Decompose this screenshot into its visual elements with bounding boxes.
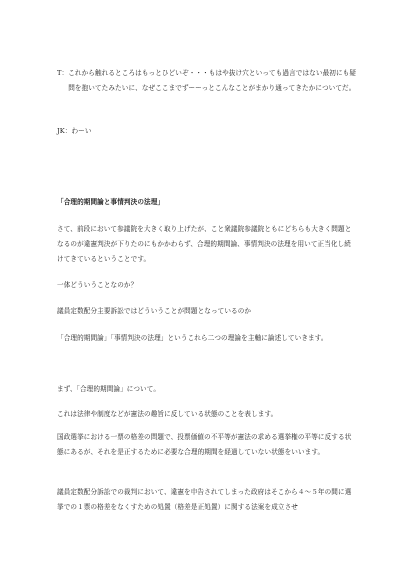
paragraph: 一体どういうことなのか？	[57, 281, 138, 289]
section-heading: 「合理的期間論と事情判決の法理」	[57, 198, 165, 206]
dialogue-line-student	[57, 124, 357, 139]
paragraph: 議員定数配分訴訟での裁判において、違憲を申告されてしまった政府はそこから４～５年の間に選挙での１票の格差をなくすための処置（格差是正処置）に関する法案を成立させ	[57, 488, 352, 511]
dialogue-text: わーい	[71, 127, 92, 135]
dialogue-line-teacher	[57, 66, 357, 96]
paragraph: まず、「合理的期間論」について。	[57, 385, 161, 393]
paragraph: さて、前段において参議院を大きく取り上げたが、こと衆議院参議院ともにどちらも大きく問題となるのが違憲判決が下りたのにもかかわらず、合理的期間論、事情判決の法理を用いて正当化し続けてきているということです。	[57, 225, 352, 263]
speaker-label: JK：	[57, 127, 72, 135]
paragraph: 国政選挙における一票の格差の問題で、投票価値の不平等が憲法の求める選挙権の平等に反する状態にあるが、それを是正するために必要な合理的期間を経過していない状態をいいます。	[57, 433, 352, 456]
paragraph: これは法律や制度などが憲法の趣旨に反している状態のことを表します。	[57, 410, 278, 418]
paragraph: 議員定数配分主要訴訟ではどういうことが問題となっているのか	[57, 307, 252, 315]
speaker-label: T：	[57, 69, 69, 77]
dialogue-text: これから触れるところはもっとひどいぞ・・・もはや抜け穴といっても過言ではない最初にも疑問を抱いてたみたいに、なぜここまでずーーっとこんなことがまかり通ってきたかについてだ。	[68, 69, 357, 92]
paragraph: 「合理的期間論」「事情判決の法理」というこれら二つの理論を主軸に論述していきます。	[57, 334, 328, 342]
